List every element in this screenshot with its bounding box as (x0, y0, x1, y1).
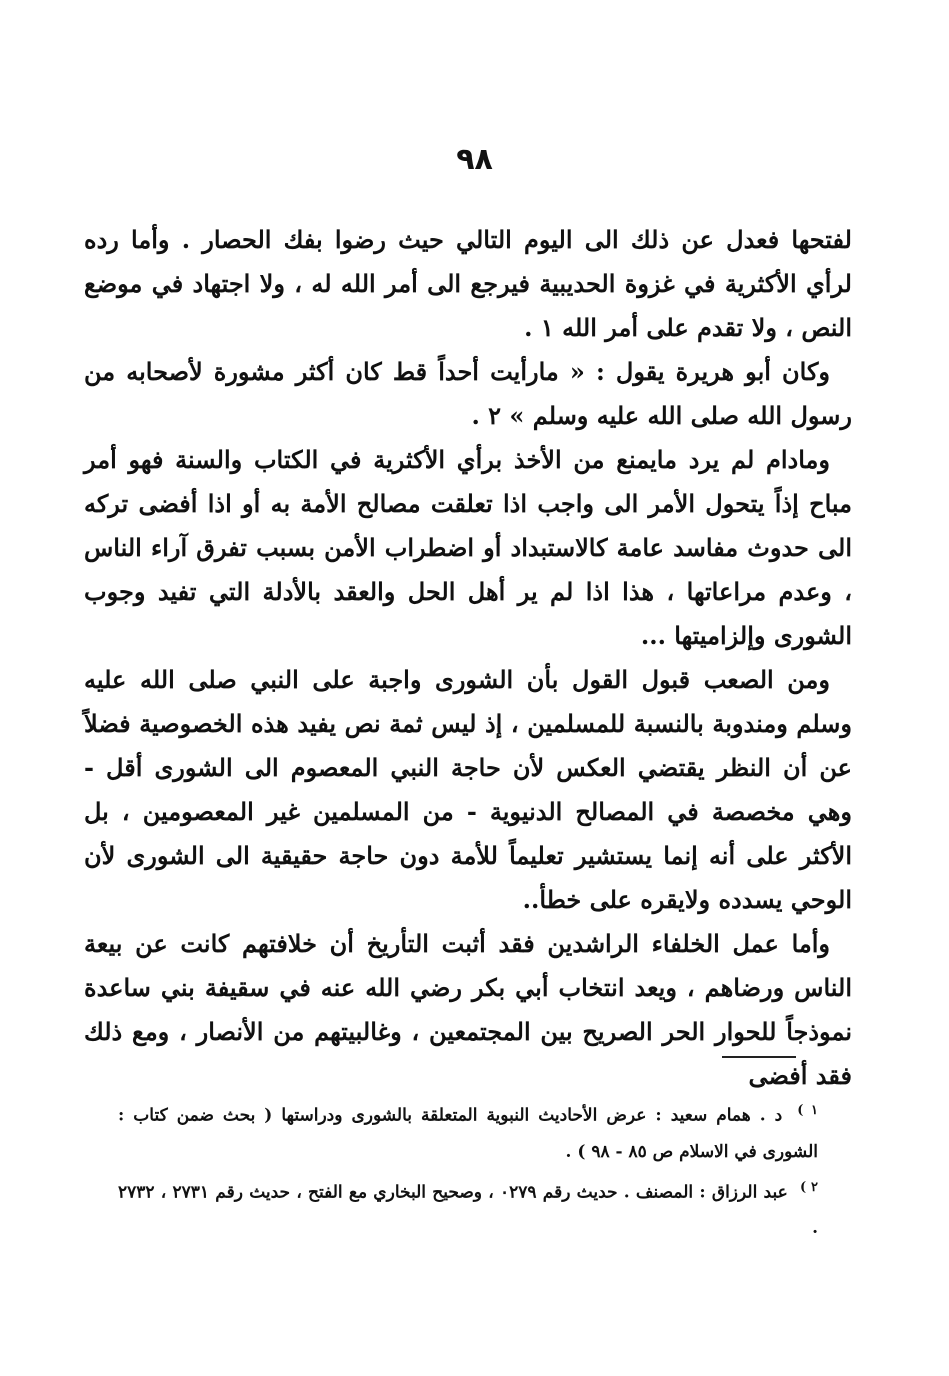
footnote-marker: ١ ) (797, 1103, 818, 1118)
paragraph-majority-opinion: ومادام لم يرد مايمنع من الأخذ برأي الأكثرية في الكتاب والسنة فهو أمر مباح إذاً يتحول الأمر الى واجب اذا تعلقت مصالح الأمة به أو اذا أفضى تركه الى حدوث مفاسد عامة كالاستبداد أو اضطراب الأمن بسبب تفرق آراء الناس ، وعدم مراعاتها ، هذا اذا لم ير أهل الحل والعقد بالأدلة التي تفيد وجوب الشورى وإلزاميتها ... (84, 445, 853, 650)
main-text (84, 218, 852, 1098)
paragraph-continuation: لفتحها فعدل عن ذلك الى اليوم التالي حيث رضوا بفك الحصار . وأما رده لرأي الأكثرية في غزوة الحديبية فيرجع الى أمر الله له ، ولا اجتهاد في موضع النص ، ولا تقدم على أمر الله ١ . (84, 225, 852, 342)
footnote-text: د . همام سعيد : عرض الأحاديث النبوية المتعلقة بالشورى ودراستها ( بحث ضمن كتاب : الشورى في الاسلام ص ٨٥ - ٩٨ ) . (118, 1105, 818, 1162)
footnote-text: عبد الرزاق : المصنف . حديث رقم ٠٢٧٩ ، وصحيح البخاري مع الفتح ، حديث رقم ٢٧٣١ ، ٢٧٣٢ . (118, 1182, 818, 1239)
paragraph-shura-obligation: ومن الصعب قبول القول بأن الشورى واجبة على النبي صلى الله عليه وسلم ومندوبة بالنسبة للمسلمين ، إذ ليس ثمة نص يفيد هذه الخصوصية فضلاً عن أن النظر يقتضي العكس لأن حاجة النبي المعصوم الى الشورى أقل - وهي مخصصة في المصالح الدنيوية - من المسلمين غير المعصومين ، بل الأكثر على أنه إنما يستشير تعليماً للأمة دون حاجة حقيقية الى الشورى لأن الوحي يسدده ولايقره على خطأ.. (84, 665, 852, 914)
footnote-1 (118, 1093, 818, 1170)
footnote-marker: ٢ ) (800, 1179, 818, 1195)
paragraph-rightly-guided-caliphs: وأما عمل الخلفاء الراشدين فقد أثبت التأريخ أن خلافتهم كانت عن بيعة الناس ورضاهم ، ويعد انتخاب أبي بكر رضي الله عنه في سقيفة بني ساعدة نموذجاً للحوار الحر الصريح بين المجتمعين ، وغالبيتهم من الأنصار ، ومع ذلك فقد أفضى (84, 929, 852, 1090)
page-number: ٩٨ (456, 142, 493, 177)
footnote-2 (118, 1170, 818, 1247)
footnotes (118, 1093, 818, 1246)
paragraph-abu-hurayra: وكان أبو هريرة يقول : « مارأيت أحداً قط كان أكثر مشورة لأصحابه من رسول الله صلى الله عليه وسلم » ٢ . (84, 357, 852, 430)
footnote-separator (722, 1056, 796, 1058)
